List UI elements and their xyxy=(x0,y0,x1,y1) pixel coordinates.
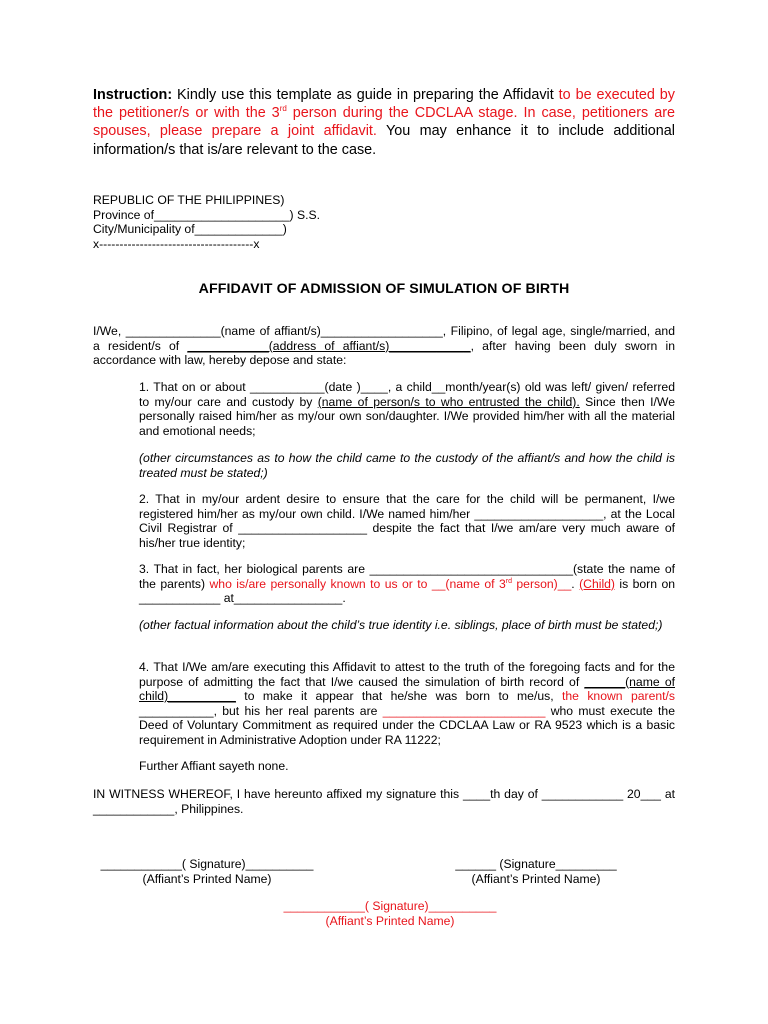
paragraph-1 xyxy=(139,380,675,438)
instruction-label: Instruction: xyxy=(93,87,173,103)
p3-text-b: . xyxy=(571,576,580,591)
signature-left-line: ____________( Signature)__________ xyxy=(100,857,314,871)
p3-text-c: is born on ____________ at________________. xyxy=(139,576,675,606)
p4-red-real-parents-blank: ________________________ xyxy=(382,703,546,718)
p3-red-a: who is/are personally known to us or to __(name of 3 xyxy=(209,576,506,591)
document-title: AFFIDAVIT OF ADMISSION OF SIMULATION OF BIRTH xyxy=(198,281,570,297)
signature-right-line: ______ (Signature_________ xyxy=(455,857,617,871)
p3-text-a: 3. That in fact, her biological parents are ______________________________(state the name of the parents) xyxy=(139,562,675,591)
signature-center xyxy=(276,899,504,928)
p4-child-name-blank: ______(name of child)__________ xyxy=(139,674,675,704)
signature-center-name: (Affiant’s Printed Name) xyxy=(325,913,455,928)
p4-text-e: who must execute the Deed of Voluntary Commitment as required under the CDCLAA Law or RA 9523 which is a basic requirement in Administrative Adoption under RA 11222; xyxy=(139,703,675,747)
instruction-note xyxy=(93,86,675,159)
signature-center-line: ____________( Signature)__________ xyxy=(283,899,497,913)
instruction-text-2: You may enhance it to include additional information/s that is/are relevant to the case. xyxy=(93,123,675,158)
signature-right-name: (Affiant’s Printed Name) xyxy=(471,871,601,886)
caption-republic: REPUBLIC OF THE PHILIPPINES) xyxy=(93,193,285,207)
witness-paragraph: IN WITNESS WHEREOF, I have hereunto affixed my signature this ____th day of ____________ 20___ at ____________, Philippines. xyxy=(93,787,675,816)
caption-divider: x--------------------------------------x xyxy=(93,236,260,251)
p1-entrusted-blank: (name of person/s to who entrusted the child). xyxy=(317,394,580,409)
caption-province: Province of____________________) S.S. xyxy=(93,207,321,222)
intro-address-blank: ____________(address of affiant/s)____________ xyxy=(187,338,471,353)
p4-red-known-parents: the known parent/s xyxy=(562,689,676,704)
signature-left-name: (Affiant’s Printed Name) xyxy=(142,871,272,886)
intro-paragraph xyxy=(93,324,675,368)
paragraph-4 xyxy=(139,660,675,748)
p4-text-c: to make it appear that he/she was born to me/us, xyxy=(235,689,562,704)
p3-red-b: person)__ xyxy=(511,576,572,591)
p4-text-d: , but his her real parents are xyxy=(213,703,383,718)
signature-right xyxy=(448,857,624,886)
p1-text-c: Since then I/We personally raised him/her as my/our own son/daughter. I/We provided him/her with all the material and emotional needs; xyxy=(139,394,675,438)
note-true-identity: (other factual information about the child’s true identity i.e. siblings, place of birth must be stated;) xyxy=(139,618,663,632)
signature-left xyxy=(93,857,321,886)
p3-child-label: (Child) xyxy=(579,576,615,591)
venue-caption xyxy=(93,193,320,251)
instruction-red-2: person during the CDCLAA stage. In case, petitioners are spouses, please prepare a joint affidavit. xyxy=(93,105,675,140)
p4-parents-blank: ___________ xyxy=(139,703,214,718)
further-affiant: Further Affiant sayeth none. xyxy=(139,759,289,773)
caption-city: City/Municipality of_____________) xyxy=(93,222,287,237)
note-circumstances: (other circumstances as to how the child came to the custody of the affiant/s and how the child is treated must be stated;) xyxy=(139,451,675,480)
intro-text-c: , after having been duly sworn in accordance with law, hereby depose and state: xyxy=(93,338,675,368)
p4-text-a: 4. That I/We am/are executing this Affidavit to attest to the truth of the foregoing facts and for the purpose of admitting the fact that I/we caused the simulation of birth record of xyxy=(139,660,675,689)
p3-red-sup: rd xyxy=(505,577,512,585)
paragraph-2: 2. That in my/our ardent desire to ensure that the care for the child will be permanent, I/we registered him/her as my/our own child. I/We named him/her ___________________, at the Local Civil Registrar of ___________________ despite the fact that I/we am/are very much aware of his/her true identity; xyxy=(139,492,675,550)
intro-text-a: I/We, ______________(name of affiant/s)__________________, Filipino, of legal age, single/married, and a resident/s of xyxy=(93,324,675,353)
paragraph-3 xyxy=(139,562,675,606)
instruction-red-sup: rd xyxy=(279,104,287,114)
instruction-text-1: Kindly use this template as guide in preparing the Affidavit xyxy=(172,87,559,103)
p1-text-a: 1. That on or about ___________(date )____, a child__month/year(s) old was left/ given/ referred to my/our care and custody by xyxy=(139,380,675,409)
instruction-red-1: to be executed by the petitioner/s or with the 3 xyxy=(93,87,675,122)
